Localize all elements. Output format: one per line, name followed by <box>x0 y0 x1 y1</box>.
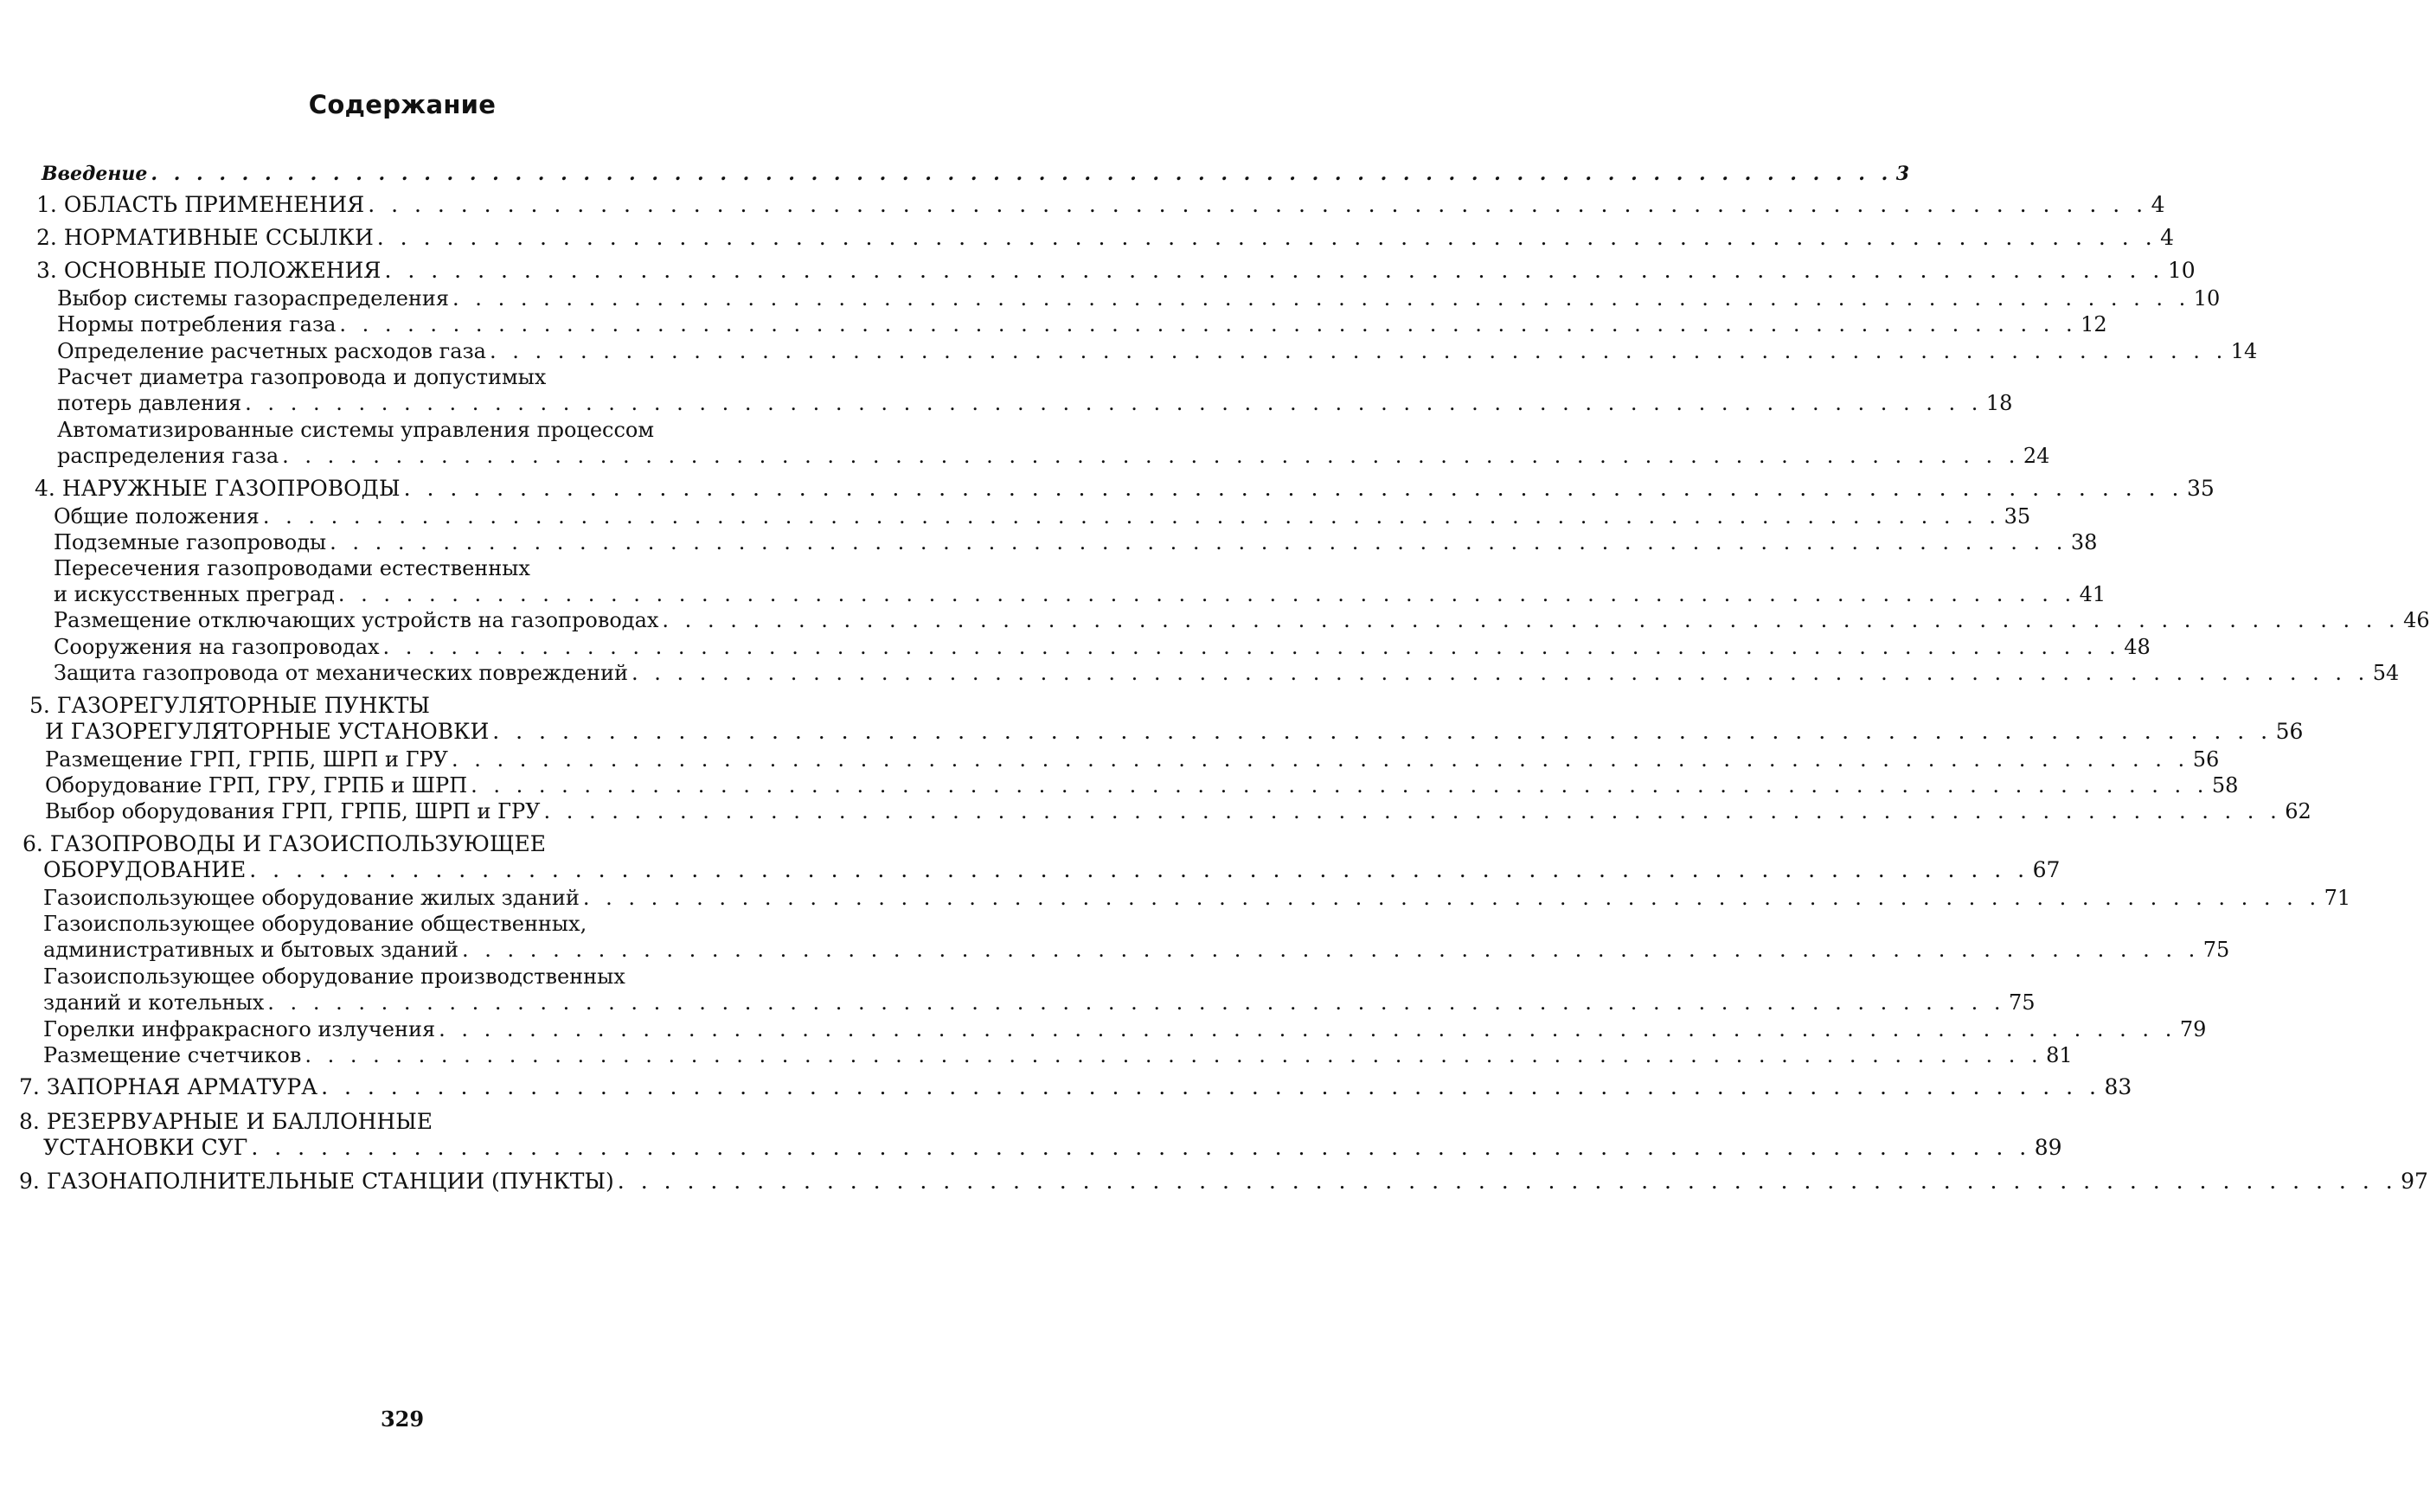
entry-page: 35 <box>2186 476 2215 501</box>
toc-entry-chapter-8[interactable] <box>43 1135 2062 1161</box>
toc-entry-3-3[interactable] <box>57 338 2258 364</box>
entry-page: 48 <box>2124 635 2151 659</box>
entry-title: ГАЗОНАПОЛНИТЕЛЬНЫЕ СТАНЦИИ (ПУНКТЫ) <box>46 1169 614 1194</box>
entry-page: 62 <box>2285 799 2311 823</box>
leader-dots: . . . . . . . . . . . . . . . . . . . . . . . . . . . . . . . . . . . . . . . . . . . . . . . . . . . . . . . . . . . . . . . . . . . . . . . . . . . . . <box>403 476 2183 501</box>
entry-title-line1: РЕЗЕРВУАРНЫЕ И БАЛЛОННЫЕ <box>46 1109 433 1134</box>
chapter-number: 5. <box>29 693 50 718</box>
toc-entry-chapter-4[interactable] <box>35 476 2215 502</box>
entry-page: 89 <box>2034 1135 2062 1160</box>
entry-title: Газоиспользующее оборудование жилых зданий <box>43 886 580 910</box>
toc-entry-6-4[interactable] <box>43 1016 2207 1042</box>
leader-dots: . . . . . . . . . . . . . . . . . . . . . . . . . . . . . . . . . . . . . . . . . . . . . . . . . . . . . . . . . . . . . . . . . . . . . . . . . . . . . <box>267 990 2006 1015</box>
leader-dots: . . . . . . . . . . . . . . . . . . . . . . . . . . . . . . . . . . . . . . . . . . . . . . . . . . . . . . . . . . . . . . . . . . . . . . . . . . . . . <box>543 799 2282 823</box>
entry-title: Нормы потребления газа <box>57 312 337 336</box>
entry-page: 46 <box>2403 608 2430 632</box>
toc-entry-4-1[interactable] <box>54 503 2031 529</box>
leader-dots: . . . . . . . . . . . . . . . . . . . . . . . . . . . . . . . . . . . . . . . . . . . . . . . . . . . . . . . . . . . . . . . . . . . . . . . . . . . . . <box>452 286 2190 311</box>
leader-dots: . . . . . . . . . . . . . . . . . . . . . . . . . . . . . . . . . . . . . . . . . . . . . . . . . . . . . . . . . . . . . . . . . . . . . . . . . . . . . <box>451 747 2190 772</box>
chapter-number: 3. <box>36 258 57 283</box>
leader-dots: . . . . . . . . . . . . . . . . . . . . . . . . . . . . . . . . . . . . . . . . . . . . . . . . . . . . . . . . . . . . . . . . . . . . . . . . . . . . . <box>251 1135 2031 1160</box>
entry-title: Размещение счетчиков <box>43 1043 302 1067</box>
entry-page: 75 <box>2202 938 2230 962</box>
entry-title: ОБЛАСТЬ ПРИМЕНЕНИЯ <box>63 192 365 217</box>
leader-dots: . . . . . . . . . . . . . . . . . . . . . . . . . . . . . . . . . . . . . . . . . . . . . . . . . . . . . . . . . . . . . . . . . . . . . . . . . . . . . <box>439 1017 2177 1041</box>
leader-dots: . . . . . . . . . . . . . . . . . . . . . . . . . . . . . . . . . . . . . . . . . . . . . . . . . . . . . . . . . . . . . . . . . . . . . . . . . . . . . <box>376 225 2158 250</box>
entry-title-line1: ГАЗОРЕГУЛЯТОРНЫЕ ПУНКТЫ <box>56 693 430 718</box>
entry-title: Оборудование ГРП, ГРУ, ГРПБ и ШРП <box>45 773 468 798</box>
toc-entry-3-5-line1: Автоматизированные системы управления процессом <box>57 418 655 442</box>
entry-page: 10 <box>2167 258 2196 283</box>
entry-page: 79 <box>2179 1017 2207 1041</box>
chapter-number: 7. <box>19 1074 40 1099</box>
entry-page: 83 <box>2104 1074 2132 1099</box>
toc-entry-chapter-7[interactable] <box>19 1074 2132 1100</box>
chapter-number: 9. <box>19 1169 40 1194</box>
entry-page: 4 <box>2151 192 2165 217</box>
toc-entry-3-4-line1: Расчет диаметра газопровода и допустимых <box>57 365 547 389</box>
entry-title: потерь давления <box>57 391 242 415</box>
entry-title: И ГАЗОРЕГУЛЯТОРНЫЕ УСТАНОВКИ <box>45 719 490 744</box>
entry-title-line1: ГАЗОПРОВОДЫ И ГАЗОИСПОЛЬЗУЮЩЕЕ <box>49 831 546 856</box>
leader-dots: . . . . . . . . . . . . . . . . . . . . . . . . . . . . . . . . . . . . . . . . . . . . . . . . . . . . . . . . . . . . . . . . . . . . . . . . . . . . . <box>337 582 2076 606</box>
leader-dots: . . . . . . . . . . . . . . . . . . . . . . . . . . . . . . . . . . . . . . . . . . . . . . . . . . . . . . . . . . . . . . . . . . . . . . . . . . . . . <box>151 163 1893 185</box>
toc-entry-6-3-line1: Газоиспользующее оборудование производственных <box>43 964 625 989</box>
entry-title: распределения газа <box>57 444 279 468</box>
entry-title: Защита газопровода от механических повреждений <box>54 661 628 685</box>
leader-dots: . . . . . . . . . . . . . . . . . . . . . . . . . . . . . . . . . . . . . . . . . . . . . . . . . . . . . . . . . . . . . . . . . . . . . . . . . . . . . <box>262 504 2001 529</box>
entry-title: УСТАНОВКИ СУГ <box>43 1135 248 1160</box>
entry-title: Общие положения <box>54 504 260 529</box>
toc-entry-intro[interactable] <box>42 161 1910 187</box>
leader-dots: . . . . . . . . . . . . . . . . . . . . . . . . . . . . . . . . . . . . . . . . . . . . . . . . . . . . . . . . . . . . . . . . . . . . . . . . . . . . . <box>662 608 2401 632</box>
toc-entry-chapter-8-line1 <box>19 1109 433 1135</box>
toc-entry-6-2-line1: Газоиспользующее оборудование общественных, <box>43 912 587 936</box>
toc-entry-3-4[interactable] <box>57 390 2013 416</box>
leader-dots: . . . . . . . . . . . . . . . . . . . . . . . . . . . . . . . . . . . . . . . . . . . . . . . . . . . . . . . . . . . . . . . . . . . . . . . . . . . . . <box>368 192 2148 217</box>
toc-entry-4-5[interactable] <box>54 634 2151 660</box>
entry-page: 12 <box>2081 312 2107 336</box>
entry-title: НОРМАТИВНЫЕ ССЫЛКИ <box>63 225 374 250</box>
entry-title: Размещение ГРП, ГРПБ, ШРП и ГРУ <box>45 747 448 772</box>
leader-dots: . . . . . . . . . . . . . . . . . . . . . . . . . . . . . . . . . . . . . . . . . . . . . . . . . . . . . . . . . . . . . . . . . . . . . . . . . . . . . <box>471 773 2209 798</box>
toc-entry-chapter-1[interactable] <box>36 192 2165 218</box>
toc-entry-chapter-9[interactable] <box>19 1169 2428 1195</box>
toc-entry-chapter-6-line1 <box>22 831 546 857</box>
leader-dots: . . . . . . . . . . . . . . . . . . . . . . . . . . . . . . . . . . . . . . . . . . . . . . . . . . . . . . . . . . . . . . . . . . . . . . . . . . . . . <box>382 635 2121 659</box>
entry-title: Подземные газопроводы <box>54 530 327 554</box>
toc-entry-4-6[interactable] <box>54 660 2400 686</box>
entry-title: зданий и котельных <box>43 990 265 1015</box>
entry-page: 97 <box>2401 1169 2428 1194</box>
toc-entry-5-2[interactable] <box>45 772 2239 798</box>
entry-page: 71 <box>2324 886 2351 910</box>
entry-page: 56 <box>2192 747 2220 772</box>
entry-page: 35 <box>2004 504 2031 529</box>
chapter-number: 1. <box>36 192 57 217</box>
leader-dots: . . . . . . . . . . . . . . . . . . . . . . . . . . . . . . . . . . . . . . . . . . . . . . . . . . . . . . . . . . . . . . . . . . . . . . . . . . . . . <box>632 661 2369 685</box>
toc-entry-chapter-6[interactable] <box>43 857 2061 883</box>
chapter-number: 8. <box>19 1109 40 1134</box>
toc-entry-chapter-5-line1 <box>29 693 430 719</box>
chapter-number: 6. <box>22 831 43 856</box>
leader-dots: . . . . . . . . . . . . . . . . . . . . . . . . . . . . . . . . . . . . . . . . . . . . . . . . . . . . . . . . . . . . . . . . . . . . . . . . . . . . . <box>582 886 2321 910</box>
toc-entry-5-1[interactable] <box>45 746 2220 772</box>
entry-page: 18 <box>1985 391 2013 415</box>
toc-entry-4-4[interactable] <box>54 607 2430 633</box>
leader-dots: . . . . . . . . . . . . . . . . . . . . . . . . . . . . . . . . . . . . . . . . . . . . . . . . . . . . . . . . . . . . . . . . . . . . . . . . . . . . . <box>282 444 2020 468</box>
entry-title: ОБОРУДОВАНИЕ <box>43 857 247 882</box>
toc-entry-6-5[interactable] <box>43 1042 2073 1068</box>
toc-entry-chapter-2[interactable] <box>36 225 2175 251</box>
leader-dots: . . . . . . . . . . . . . . . . . . . . . . . . . . . . . . . . . . . . . . . . . . . . . . . . . . . . . . . . . . . . . . . . . . . . . . . . . . . . . <box>330 530 2068 554</box>
entry-title: ОСНОВНЫЕ ПОЛОЖЕНИЯ <box>63 258 381 283</box>
page-number: 329 <box>380 1406 425 1432</box>
leader-dots: . . . . . . . . . . . . . . . . . . . . . . . . . . . . . . . . . . . . . . . . . . . . . . . . . . . . . . . . . . . . . . . . . . . . . . . . . . . . . <box>321 1074 2101 1099</box>
chapter-number: 4. <box>35 476 55 501</box>
entry-page: 41 <box>2079 582 2106 606</box>
toc-entry-5-3[interactable] <box>45 798 2311 824</box>
entry-page: 4 <box>2160 225 2175 250</box>
entry-page: 67 <box>2032 857 2061 882</box>
entry-page: 58 <box>2211 773 2239 798</box>
entry-title: Сооружения на газопроводах <box>54 635 380 659</box>
entry-page: 3 <box>1895 163 1910 185</box>
leader-dots: . . . . . . . . . . . . . . . . . . . . . . . . . . . . . . . . . . . . . . . . . . . . . . . . . . . . . . . . . . . . . . . . . . . . . . . . . . . . . <box>492 719 2273 744</box>
toc-entry-chapter-3[interactable] <box>36 258 2196 284</box>
entry-title: Введение <box>42 163 148 185</box>
leader-dots: . . . . . . . . . . . . . . . . . . . . . . . . . . . . . . . . . . . . . . . . . . . . . . . . . . . . . . . . . . . . . . . . . . . . . . . . . . . . . <box>339 312 2078 336</box>
entry-page: 81 <box>2046 1043 2073 1067</box>
entry-page: 54 <box>2372 661 2400 685</box>
toc-entry-6-3[interactable] <box>43 990 2036 1015</box>
toc-entry-3-1[interactable] <box>57 285 2221 311</box>
entry-page: 75 <box>2009 990 2036 1015</box>
leader-dots: . . . . . . . . . . . . . . . . . . . . . . . . . . . . . . . . . . . . . . . . . . . . . . . . . . . . . . . . . . . . . . . . . . . . . . . . . . . . . <box>462 938 2200 962</box>
entry-page: 38 <box>2070 530 2098 554</box>
leader-dots: . . . . . . . . . . . . . . . . . . . . . . . . . . . . . . . . . . . . . . . . . . . . . . . . . . . . . . . . . . . . . . . . . . . . . . . . . . . . . <box>489 339 2228 363</box>
entry-title: Выбор системы газораспределения <box>57 286 450 311</box>
page-title: Содержание <box>308 90 497 119</box>
entry-page: 10 <box>2193 286 2221 311</box>
entry-title: административных и бытовых зданий <box>43 938 459 962</box>
entry-page: 24 <box>2023 444 2050 468</box>
entry-title: Размещение отключающих устройств на газопроводах <box>54 608 659 632</box>
toc-entry-4-3-line1: Пересечения газопроводами естественных <box>54 556 530 580</box>
leader-dots: . . . . . . . . . . . . . . . . . . . . . . . . . . . . . . . . . . . . . . . . . . . . . . . . . . . . . . . . . . . . . . . . . . . . . . . . . . . . . <box>245 391 1983 415</box>
toc-entry-6-1[interactable] <box>43 885 2351 911</box>
toc-entry-4-2[interactable] <box>54 529 2098 555</box>
chapter-number: 2. <box>36 225 57 250</box>
entry-title: Горелки инфракрасного излучения <box>43 1017 436 1041</box>
entry-title: ЗАПОРНАЯ АРМАТУРА <box>46 1074 318 1099</box>
toc-entry-3-2[interactable] <box>57 311 2107 337</box>
entry-page: 14 <box>2230 339 2258 363</box>
leader-dots: . . . . . . . . . . . . . . . . . . . . . . . . . . . . . . . . . . . . . . . . . . . . . . . . . . . . . . . . . . . . . . . . . . . . . . . . . . . . . <box>384 258 2164 283</box>
entry-title: и искусственных преград <box>54 582 335 606</box>
leader-dots: . . . . . . . . . . . . . . . . . . . . . . . . . . . . . . . . . . . . . . . . . . . . . . . . . . . . . . . . . . . . . . . . . . . . . . . . . . . . . <box>305 1043 2043 1067</box>
entry-title: Определение расчетных расходов газа <box>57 339 486 363</box>
leader-dots: . . . . . . . . . . . . . . . . . . . . . . . . . . . . . . . . . . . . . . . . . . . . . . . . . . . . . . . . . . . . . . . . . . . . . . . . . . . . . <box>249 857 2029 882</box>
toc-entry-6-2[interactable] <box>43 937 2230 963</box>
toc-entry-chapter-5[interactable] <box>45 719 2304 745</box>
leader-dots: . . . . . . . . . . . . . . . . . . . . . . . . . . . . . . . . . . . . . . . . . . . . . . . . . . . . . . . . . . . . . . . . . . . . . . . . . . . . . <box>617 1169 2398 1194</box>
entry-title: Выбор оборудования ГРП, ГРПБ, ШРП и ГРУ <box>45 799 541 823</box>
toc-entry-3-5[interactable] <box>57 443 2050 469</box>
entry-title: НАРУЖНЫЕ ГАЗОПРОВОДЫ <box>61 476 401 501</box>
entry-page: 56 <box>2275 719 2304 744</box>
toc-entry-4-3[interactable] <box>54 581 2106 607</box>
